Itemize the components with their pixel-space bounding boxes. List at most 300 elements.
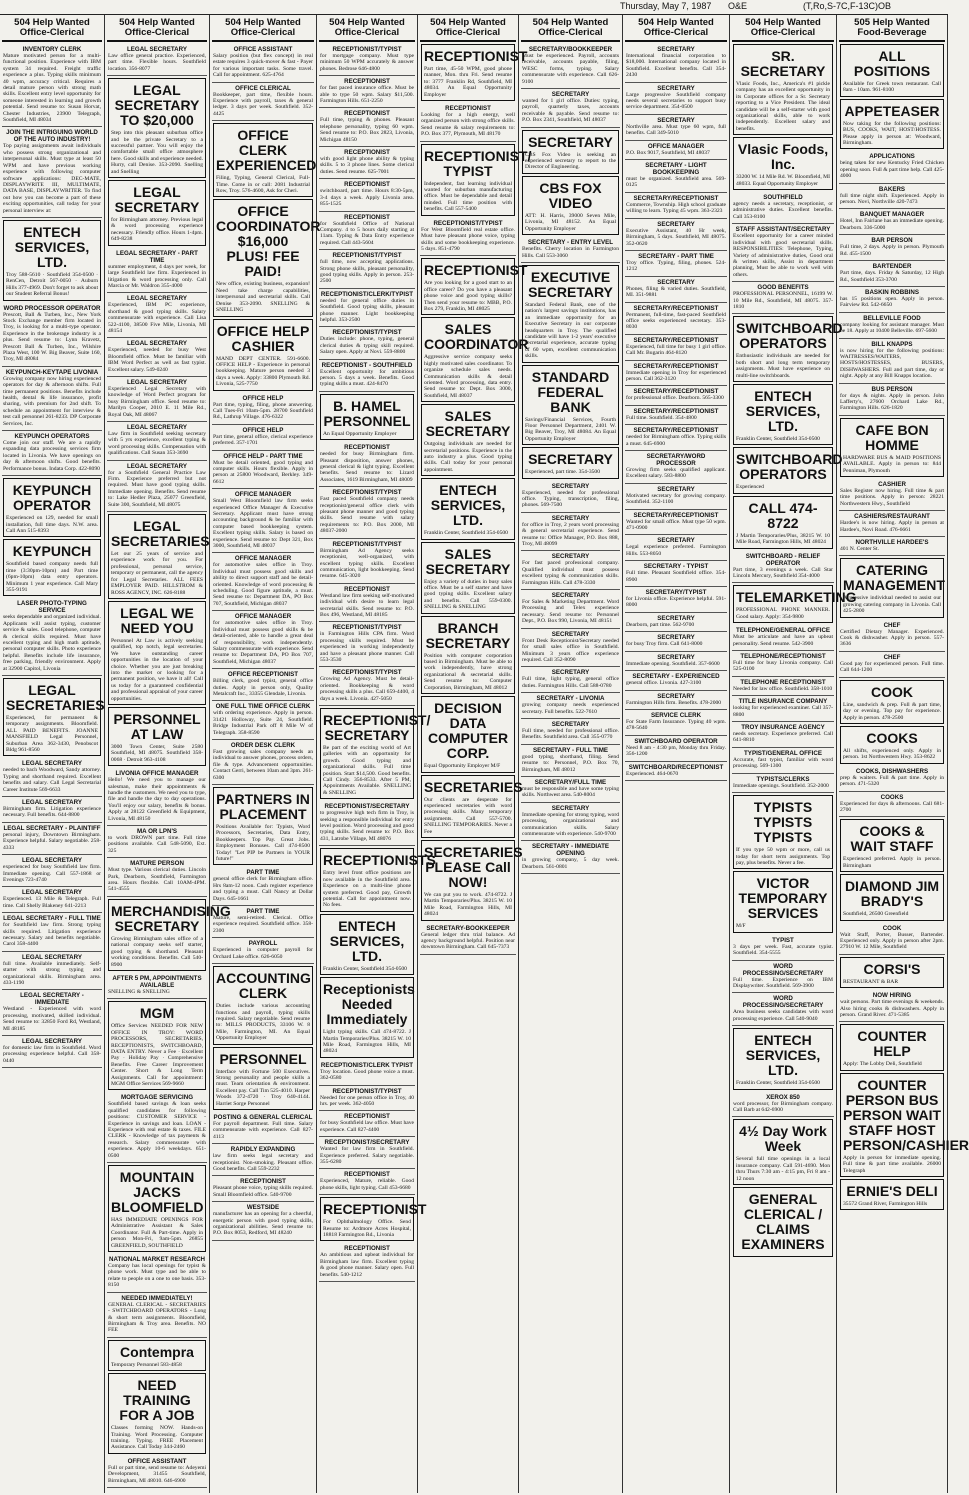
classified-ad [213,1047,313,1110]
classified-ad [733,496,833,549]
ad-display-heading: Vlasic Foods, Inc. [737,141,829,173]
ad-display-heading: TYPISTS TYPISTS TYPISTS [753,799,813,846]
ad-body: for Southfield law firm. Strong typing skills required. Litigation experience necessary. Salary and benefits negotiable. Carol 358-4400 [3,922,101,948]
ad-body: Office Services NEEDED FOR NEW OFFICE IN TROY: WORD PROCESSORS, SECRETARIES, RECEPTIONISTS, SWITCHBOARD, DATA ENTRY. Never a Fee · Excellent Pay · Holiday Pay · Comprehensive Benefits. Free Career Improvement Center. Short & Long Term Assignments. Call for appointment: MGM Office Services 569-9660 [111,1023,203,1087]
ad-display-heading: ALL POSITIONS [853,48,931,79]
ad-title: SECRETARY - ENTRY LEVEL [527,239,614,247]
ad-title: RECEPTIONIST/TYPIST [332,669,402,677]
ad-title: SERVICE CLERK [650,711,702,719]
classified-column [519,15,623,1493]
ad-body: New office, existing business, expansion! Need take charge capabilities, interpersonal and secretarial skills. Call Denise 353-2090. SNELLING & SNELLING [216,281,310,314]
ad-body: for office in Troy, 2 years word processing & general secretarial experience. Send resume to: Office Manager, P.O. Box 888, Troy, MI 48099 [522,521,619,548]
classified-ad [319,584,415,623]
ad-title: BILL KNAPPS [871,340,913,348]
classified-ad [2,1036,102,1068]
ad-title: NOW HIRING [872,992,912,1000]
classified-ad [840,957,944,988]
classified-ad [421,775,523,838]
ad-body: Experienced, for permanent & temporary assignments. Bloomfield. ALL PAID BENEFITS. JOANNE MANSFIELD Legal Personnel, Suburban Area 362-3430, Penobscot Bldg 961-8560 [6,715,98,754]
ad-body: agency needs a secretary, receptionist, or administrative duties. Excellent benefits. Call 353-8100 [733,201,833,220]
classified-ad [625,219,727,251]
ad-title: INVENTORY CLERK [22,46,82,53]
classified-ad [625,671,727,690]
ad-display-heading: MERCHANDISING SECRETARY [111,902,231,934]
classified-ad [319,76,415,108]
ad-display-heading: RECEPTIONIST/ TYPIST [424,147,532,179]
classified-ad [732,192,834,224]
ad-display-heading: CALL 474-8722 [748,499,818,531]
column-subheading: Office-Clerical [107,28,207,42]
classified-ad [421,840,523,921]
ad-title: RECEPTIONIST/TYPIST [332,252,402,260]
classified-ad [521,590,620,629]
ad-body: for automotive sales office in Troy. Individual must possess good skills and ability to direct support staff and be detail-oriented. Knowledge of word processing & scheduling. Good figure aptitude, a must. Send resume to: Department DA, PO Box 707, Southfield, Michigan 48037 [213,562,313,607]
ad-body: Experienced on 129, needed for small installation, full time days. N.W. area. Call Ann 515-8393 [6,515,98,534]
ad-body: Interface with Fortune 500 Executives. Strong personality and people skills a must. Team orientation & environment. Excellent pay. Call Tim 525-4010. Harper Woods 372-4720 · Troy 640-4144. Harriet Sorge Personnel [216,1068,310,1107]
ad-body: for domestic law firm in Southfield. Word processing experience helpful. Call 358-0440 [3,1045,101,1064]
classified-column [105,15,231,1493]
classified-ad [625,44,727,83]
ad-title: LEGAL SECRETARY [21,857,83,865]
classified-ad [212,701,314,740]
classified-ad [839,384,945,416]
classified-ad [212,867,314,906]
classified-ad [625,406,727,425]
ad-body: PROFESSIONAL PERSONNEL, 16199 W. 10 Mile Rd., Southfield, MI 48075. 357-1810 [733,291,833,310]
ad-body: Independent, fast learning individual wanted for suburban manufacturing office. Must be dependable and detail minded. Full time position with benefits. Call 557-5400 [424,180,512,213]
ad-body: full time. Available immediately. Self-starter with strong typing and organizational skills. Birmingham area. 433-1190 [3,960,101,986]
classified-ad [2,952,102,991]
classified-ad [319,1111,415,1137]
ad-body: Needed for one person office in Troy, 40 hrs. per week. 362-4050 [320,1094,414,1107]
ad-body: Experienced, part time. 354-3500 [525,469,601,476]
ad-display-heading: CBS FOX VIDEO [539,179,602,211]
classified-ad [732,677,834,696]
ad-display-heading: RECEPTIONIST/ SECRETARY [323,712,431,743]
classified-ad [840,44,944,97]
ad-body: P.O. Box 9017, Southfield, MI 48037 [626,149,710,156]
ad-display-heading: BRANCH SECRETARY [425,619,511,651]
ad-body: Hardee's is now hiring. Apply in person at Hardee's, Novi Road. 476-6661 [840,520,944,533]
ad-title: STAFF ASSISTANT/SECRETARY [735,226,831,234]
classified-ad [521,629,620,668]
classified-ad [420,218,516,257]
ad-title: RECEPTIONIST [344,585,390,593]
classified-ad [212,669,314,701]
ad-body: Now taking for the following positions: BUS, COOKS, WAIT, HOST/HOSTESS. Please apply in person at: Woodward, Birmingham. [843,120,941,147]
ad-title: OFFICE MANAGER [647,142,705,150]
ad-title: RAPIDLY EXPANDING [230,1146,296,1154]
classified-ad [839,339,945,384]
classified-ad [108,514,210,599]
ad-body: Experienced Legal Secretary with knowledge of Word Perfect program for busy Birmingham office. Send resume to: Marilyn Cooper, 2010 E. 11 Mile Rd., Royal Oak, MI 48067 [108,385,206,418]
ad-title: SECRETARY/RECEPTIONIST [633,407,719,415]
ad-display-heading: RECEPTIONISTS [323,852,436,869]
ad-title: CASHIERS/RESTAURANT [854,513,930,521]
ad-title: LEGAL SECRETARY [21,799,83,807]
classified-ad [732,651,834,677]
classified-ad [319,360,415,392]
column-heading: 504 Help Wanted [225,17,301,28]
column-subheading: Office-Clerical [625,28,727,42]
ad-body: General ledger thru trial balance. Ad agency background helpful. Position near downtown Birmingham. Call 645-7373 [421,931,515,951]
classified-ad [625,425,727,451]
ad-body: Growing company now hiring experienced operators for day & afternoon shifts. Full time permanent positions. Benefits include health, dental & life insurance, profit sharing, with premium for 2nd shift. To schedule an appointment for interview & test call personnel 261-8233. DP Corporate Services, Inc. [3,375,101,427]
classified-ad [320,394,414,440]
classified-ad [839,235,945,261]
classified-ad [2,855,102,887]
ad-body: needs secretary. Experience preferred. Call 641-8810 [733,731,833,744]
classified-ad [733,585,857,623]
ad-body: Full time. Southfield. 354-4800 [626,414,697,421]
ad-display-heading: PERSONNEL AT LAW [113,710,201,742]
ad-body: Pleasant phone voice, typing skills required. Small Bloomfield office. 540-9700 [213,1185,313,1198]
ad-body: ATT: H. Harris, 39000 Seven Mile, Livonia, MI 48152. An Equal Opportunity Employer [525,212,616,232]
ad-title: SWITCHBOARD OPERATOR [634,737,718,745]
classified-ad [107,1254,207,1293]
classified-column [623,15,730,1493]
ad-display-heading: RECEPTIONIST [424,48,528,64]
classified-ad [212,1112,314,1144]
classified-ad [521,44,620,89]
classified-ad [319,212,415,251]
column-subheading: Office-Clerical [732,28,834,42]
ad-body: Top paying assignments await individuals who possess strong organizational and interpersonal skills. Must type at least 50 WPM and have previous working experience with following computer software applications: DEC-MATE, DISPLAYWRITE III, MULTIMATE, DATA BASE, DISPLAYWRITER. To find out how you can become a part of these exciting opportunities, call today for your personal interview at: [3,143,101,214]
ad-title: OFFICE ASSISTANT [233,46,293,53]
ad-body: Part time, 45-50 WPM, good phone manner, Mon. thru Fri. Send resume to: 3777 Franklin Rd, Southfield, MI 48034. An Equal Opportunity Employer [424,66,512,98]
ad-display-heading: ENTECH SERVICES, LTD. [745,387,821,434]
ad-display-heading: PARTNERS IN PLACEMENT [216,791,310,822]
ad-body: Let our 25 years of service and experience work for you. For professional, personal service, temporary or permanent, call the agency for Legal Secretaries. ALL FEES EMPLOYER PAID. HILLSTROM & ROSS AGENCY, INC. 626-8188 [111,551,203,596]
classified-ad [108,1373,206,1454]
ad-body: CBS Fox Video is seeking an experienced secretary to report to the Director of Engineering. [525,151,616,171]
ad-body: Classes forming NOW. Hands-on Training. Word Processing. Computer training. Typing. FREE Placement Assistance. Call Today 344-2460 [111,1425,203,1451]
ad-title: GOOD BENEFITS [757,284,809,292]
ad-body: Franklin Center, Southfield 354-0500 [736,1080,820,1087]
ad-body: Vlasic Foods, Inc., America's #1 pickle company has an excellent opportunity in its Corporate offices for a Sr. Secretary reporting to a Vice President. The ideal candidate will be a self-starter with good organizational skills, able to work independently. Excellent salary and benefits. [736,81,830,132]
classified-ad [625,691,727,710]
ad-body: All shifts, experienced only. Apply in person. 1st Northwestern Hwy. 353-8622 [843,747,941,761]
ad-title: SECRETARY [551,669,590,677]
classified-column [418,15,532,1493]
classified-ad [733,1187,833,1257]
ad-body: Accurate, fast typist, familiar with word processing. 569-1300 [733,756,833,770]
ad-title: SWITCHBOARD - RELIEF OPERATOR [745,552,821,567]
ad-title: RECEPTIONIST [344,110,390,118]
ad-title: RECEPTIONIST/TYPIST [433,219,503,227]
column-heading: 504 Help Wanted [119,17,195,28]
ad-body: RESTAURANT & BAR [843,978,899,985]
ad-body: needed for general office duties in Southfield. Good typing skills, pleasant phone manner. Light bookkeeping helpful. 353-2500 [320,297,414,323]
ad-title: SECRETARY [657,220,695,228]
ad-title: LEGAL SECRETARY - PLAINTIFF [3,824,101,832]
classified-ad [212,740,314,785]
ad-title: LEGAL SECRETARY [126,340,188,348]
ad-title: RECEPTIONIST [344,444,390,452]
classified-ad [521,481,620,513]
ad-title: SECRETARY [657,692,695,700]
ad-body: for Southfield Office of National Company. 4 to 5 hours daily starting at 11am. Typing & Data Entry experience required. Call 443-5604 [320,220,414,246]
ad-body: Experienced, needed for professional office. Typing, transcription, filing, phones. 569-7500 [522,489,619,509]
ad-display-heading: ERNIE'S DELI [846,1183,938,1200]
ad-title: SECRETARY/RECEPTIONIST [633,427,719,435]
classified-ad [733,44,833,135]
classified-ad [319,1060,415,1086]
classified-ad [732,993,834,1026]
ad-display-heading: EXECUTIVE SECRETARY [528,268,613,300]
ad-body: general office. Livonia. 427-3100 [626,680,702,687]
classified-ad [733,447,843,493]
ad-body: Law firm in Southfield seeking secretary with 5 yrs experience, excellent typing & word processing skills. Compensation with qualifications. Call Susan 353-3690 [108,431,206,457]
ad-body: Apply: The Lobby Deli, Southfield [843,1061,922,1068]
ad-body: Full time, needed for professional office. Benefits. Southfield area. Call 355-0770 [522,727,619,741]
ad-display-heading: NEED TRAINING FOR A JOB [119,1377,195,1424]
ad-title: TYPIST/GENERAL OFFICE [744,749,822,757]
ad-body: to progressive high tech firm in Troy, is seeking a responsible individual for entry level position. Word processing and good typing skills. Send resume to: P.O. Box 431, Latrobe Village, MI 48076 [320,810,414,842]
ad-body: Experienced. 13 Mile & Telegraph. Full time. Call Shelly Blakeney 641-2213 [3,896,101,909]
classified-ad [625,303,727,335]
ad-title: SECRETARY/RECEPTIONIST [633,304,719,312]
ad-title: XEROX 850 [766,1093,800,1101]
classified-ad [839,511,945,537]
ad-title: PART TIME [246,869,280,877]
classified-ad [840,819,944,872]
ad-title: NATIONAL MARKET RESEARCH [108,1256,206,1264]
classified-ad [521,841,620,874]
page-header [0,0,948,15]
classified-ad [625,710,727,736]
classified-ad [839,261,945,287]
ad-title: TELEPHONE RECEPTIONIST [740,678,826,686]
classified-ad [2,367,102,431]
ad-body: Must be experienced. Payroll, accounts receivable, accounts payable, filing, WESC forms, typing. Salary commensurate with experience. Call 626-9100 [522,53,619,85]
ad-body: Billing clerk, good typist, general office duties. Apply in person only, Quality Metalcraft Inc., 33355 Glendale, Livonia. [213,678,313,697]
ad-body: Experienced, needed for busy West Bloomfield office. Must be familiar with IBM Word Perfect as well as fast typist. Excellent salary. 549-0240 [108,347,206,373]
ad-title: BELLEVILLE FOOD [863,314,921,322]
classified-ad [839,209,945,235]
classified-ad [421,478,515,539]
ad-title: LEGAL SECRETARY - IMMEDIATE [20,992,84,1007]
column-subheading: Office-Clerical [212,28,314,42]
classified-ad [108,1340,206,1371]
ad-display-heading: RECEPTIONIST [424,262,528,279]
ad-display-heading: COOKS & WAIT STAFF [850,823,934,855]
ad-body: 3 days per week. Fast, accurate typist. Southfield. 354-5555 [733,943,833,957]
ad-body: For State Farm Insurance. Typing 40 wpm. 478-5640 [626,718,726,732]
classified-ad [625,587,727,613]
classified-ad [107,858,207,897]
ad-display-heading: STANDARD FEDERAL BANK [531,368,610,415]
ad-body: J Martin Temporaries/Plus, 38215 W. 10 Mile Road, Farmington Hills, MI 48024 [736,532,830,546]
classified-ad [839,990,945,1022]
column-heading: 504 Help Wanted [14,17,90,28]
classified-ad [732,935,834,961]
ad-body: Commerce, Township. High school graduate willing to learn. Typing 45 wpm. 363-2323 [626,201,726,215]
classified-ad [625,386,727,405]
ad-body: Franklin Center, Southfield 354-0500 [736,435,820,442]
classified-ad [212,1144,314,1176]
ad-title: LEGAL SECRETARY [126,295,188,303]
classified-ad [108,1001,206,1090]
ad-title: OFFICE CLERICAL [235,84,291,92]
classified-ad [319,289,415,328]
ad-body: needed to bach Woodward, Sandy attorney. Typing and shorthand required. Excellent benefits and salary. Call Legal Secretarial Career Institute 569-6633 [3,767,101,793]
classified-ad [319,327,415,359]
ad-body: Company has local openings for typist & phone work. Must type and be able to relate to people on a one to one basis. 353-8150 [108,1263,206,1289]
ad-title: CASHIER [878,481,906,488]
classified-ad [522,130,619,174]
ad-body: Part time, days. Friday & Saturday, 12 High Rd., Southfield 353-3700 [840,270,944,283]
ad-body: Experienced, full time for busy 1 girl office. Call Mr. Bugarin 464-8120 [626,343,726,357]
ad-body: Bookkeeper, part time, flexible hours. Experience with payroll, taxes & general ledger. 3 days per week. Southfield. 352-4425 [213,91,313,117]
classified-ad [521,551,620,590]
ad-body: Hotel, Inn Fairlane has an immediate opening. Dearborn. 336-5000 [840,218,944,231]
classified-ad [625,561,727,587]
classified-ad [522,447,619,478]
classified-ad [107,461,207,512]
column-subheading: Office-Clerical [319,28,415,42]
ad-title: CHEF [883,621,901,629]
ad-body: Step into this pleasant suburban office and be the private Secretary to a successful partner. You will enjoy the comfortable small office atmosphere here. Good skills and experience needed. Hurry, call Denise. 353-2090. Snelling and Snelling [111,130,203,175]
ad-body: Must be articulate and have an upbeat personality. Send resume. 542-3900 [733,634,833,647]
classified-ad [212,906,314,938]
ad-title: SECRETARY [551,514,590,522]
classified-ad [839,479,945,511]
ad-body: For Sales & Marketing Department. Word Processing and Telex experience necessary. Send resume to: Personnel Dept., P.O. Box 990, Livonia, MI 48151 [522,599,619,625]
ad-body: Enthusiastic individuals are needed for both short and long term temporary assignments. Must have experience on multi-line switchboards. [736,353,830,379]
ad-title: SECRETARY/TYPIST [645,589,707,597]
ad-title: SECRETARY [657,634,695,642]
ad-title: RECEPTIONIST [445,105,491,113]
classified-column [317,15,436,1493]
classified-ad [2,823,102,855]
classified-ad [625,632,727,651]
classified-ad [2,990,102,1036]
ad-title: PART TIME [246,908,280,916]
ad-body: seeks dependable and organized individual. Applicants will assist typing, customer service & sales. Good telephone, computer & clerical skills required. Must have excellent typing and high math aptitude, personal computer skills. Photo experience helpful. Benefits include life insurance, free parking, friendly environment. Apply at 32900 Capitol, Livonia [3,614,101,672]
classified-ad [625,652,727,671]
classified-ad [212,938,314,964]
ad-body: must be responsible and have some typing skills. Northwest area. 540-8004 [522,785,619,799]
classified-ad [107,1293,207,1338]
classified-ad [521,719,620,745]
ad-display-heading: SWITCHBOARD OPERATORS [736,451,843,483]
ad-body: being taken for new Kentucky Fried Chicken opening soon. Full & part time help. Call 425-4000 [840,160,944,180]
ad-title: LEGAL SECRETARY [21,889,83,897]
classified-ad [733,384,833,445]
ad-title: KEYPUNCH OPERATORS [14,433,90,441]
ad-display-heading: DIAMOND JIM BRADY'S [844,878,940,910]
ad-display-heading: SECRETARY [528,451,613,468]
ad-body: Looking for a high energy, well organized person with strong office skills. Send resume & salary requirements to: P.O. Box 377, Plymouth, MI 48170 [421,112,515,138]
ad-title: BANQUET MANAGER [859,211,925,219]
column-heading: 504 Help Wanted [329,17,405,28]
ad-title: SECRETARY/RECEPTIONIST [633,511,719,519]
ad-title: RECEPTIONIST/TYPIST [332,489,402,497]
ad-title: LEGAL SECRETARY [126,46,188,53]
ad-display-heading: ENTECH SERVICES, LTD. [329,917,405,964]
ad-title: SOUTHFIELD [763,194,803,202]
classified-ad [107,768,207,826]
ad-display-heading: CORSI'S [863,960,921,977]
classified-ad [107,338,207,377]
ad-title: SECRETARY/FULL TIME [534,778,607,786]
ad-display-heading: COUNTER HELP [857,1028,927,1060]
ad-body: Duties include various accounting functions and payroll, typing skills required. Salary negotiable. Send resume to: MILLS PRODUCTS, 33106 W. 8 Mile, Farmington, MI. An Equal Opportunity Employer [216,1003,310,1042]
ad-body: Dearborn, part time. 562-9700 [626,621,695,628]
ad-title: BAR PERSON [871,237,913,245]
ad-body: for automotive sales office in Troy. Individual must possess good skills & be detail-oriented, able to handle a great deal of responsibility, work independently. Salary commensurate with experience. Send resume to: Department DA, PO Box 707, Southfield, Michigan 48037 [213,620,313,665]
ad-title: LEGAL SECRETARY [126,424,188,431]
classified-ad [212,489,314,553]
ad-body: Light typing skills. Call 474-8722. J Martin Temporaries/Plus. 38215 W. 10 Mile Road, Farmington Hills, MI 48024 [323,1029,411,1055]
ad-body: Full time for busy Livonia company. Call 525-0100 [733,660,833,673]
ad-display-heading: OFFICE HELP CASHIER [216,322,310,354]
ad-body: For fast paced professional company. Qualified individual must possess excellent typing & communication skills. Farmington Hills. Call 478-3330 [522,560,619,586]
ad-title: RECEPTIONIST/TYPIST [332,1087,402,1095]
ad-title: COOK [882,924,902,932]
ad-body: prep & waiters. Full & part time. Apply in person. 471-5320 [840,774,944,788]
ad-body: An Equal Opportunity Employer [323,430,397,437]
ad-body: switchboard, part time. Hours 8:30-5pm, 3-4 days a week. Apply Livonia area. 855-1525 [320,188,414,208]
ad-title: OFFICE HELP [242,394,284,402]
ad-display-heading: SR. SECRETARY [740,48,826,79]
ad-title: ORDER DESK CLERK [230,741,296,749]
ad-title: SWITCHBOARD/RECEPTIONIST [628,763,724,771]
ad-body: Entry level front office positions are now available in the Southfield area. Experience on a multi-line phone system preferred. Good pay, Growth potential. Call for appointment now. No fees. [323,870,411,909]
classified-ad [840,874,944,920]
classified-ad [840,558,944,617]
column-heading: 505 Help Wanted [854,17,930,28]
ad-body: Full time, typing & phones. Pleasant telephone personality, typing 60 wpm. Send resume to: P.O. Box 2823, Livonia, Michigan 48150 [320,117,414,143]
ad-title: LEGAL SECRETARY [21,953,83,961]
classified-ad [840,1024,944,1070]
ad-title: MORTGAGE SERVICING [120,1094,194,1102]
ad-body: Savings/Financial Services, Fourth Floor Personnel Department, 2401 W. Big Beaver, Troy, MI 48084. An Equal Opportunity Employer [525,416,616,442]
ad-body: with good light phone ability & typing skills. 5 to 3 phone lines. Some clerical duties. Send resume. 625-7001 [320,156,414,175]
ad-body: Prescott, Ball & Turben, Inc., New York Stock Exchange member firm located in Troy, is looking for a multi-type operator. Experience in the brokerage industry is a plus. Send resume to: Lynn Kravetz, Prescott Ball & Turben, Inc., Wilshire Plaza West, 100 W. Big Beaver, Suite 160, Troy, MI 48084 [3,311,101,363]
ad-title: SECRETARY/BOOKKEEPER [528,46,613,53]
classified-ad [625,83,727,115]
ad-title: SECRETARY [551,630,590,638]
ad-display-heading: Receptionists Needed Immediately [323,981,415,1028]
ad-body: Are you looking for a good start to an office career? Do you have a pleasant phone voice and good typing skills? Then send your resume to: MBB, P.O. Box 279, Franklin, MI 48025 [424,280,512,312]
classified-ad [421,258,528,315]
classified-ad [3,678,105,756]
ad-title: LASER PHOTO-TYPING SERVICE [17,600,87,615]
ad-title: OFFICE MANAGER [234,555,292,563]
ad-title: TYPIST [772,936,794,944]
ad-body: MAND DEPT CENTER. 591-6600. OFFICE HELP - Experience in personal bookkeeping. Mature person needed 3 days a week. Apply: 33800 Plymouth Rd. Livonia, 525-7750 [216,355,310,388]
ad-display-heading: LEGAL WE NEED YOU [120,604,194,636]
ad-title: BAKERS [878,185,906,193]
classified-ad [320,914,414,975]
ad-title: OFFICE ASSISTANT [127,1457,187,1465]
ad-title: SECRETARY/RECEPTIONIST [633,388,719,396]
header-date: Thursday, May 7, 1987 [620,1,712,11]
ad-body: Motivated secretary for growing company. Southfield. 352-1100 [626,492,726,506]
ad-title: SECRETARY [657,614,695,622]
ad-body: Immediate openings. Southfield. 352-2000 [733,782,829,789]
ad-body: Aggressive service company seeks highly motivated sales coordinator. To organize schedule sales needs. Communication skills & detail oriented. Word processing, data entry. Send resume to: Dept. Box 3000, Southfield, MI 48037 [424,354,512,399]
classified-ad [625,484,727,510]
ad-body: Growing Ad Agency. Must be detail-oriented. Bookkeeping & word processing skills a plus. Call 659-4400, 4 days a week. Livonia. 427-5050 [320,676,414,702]
classified-ad [521,667,620,693]
classified-ad [319,1086,415,1112]
classified-ad [319,250,415,289]
classified-ad [521,693,620,719]
ad-title: SECRETARY [657,84,695,92]
